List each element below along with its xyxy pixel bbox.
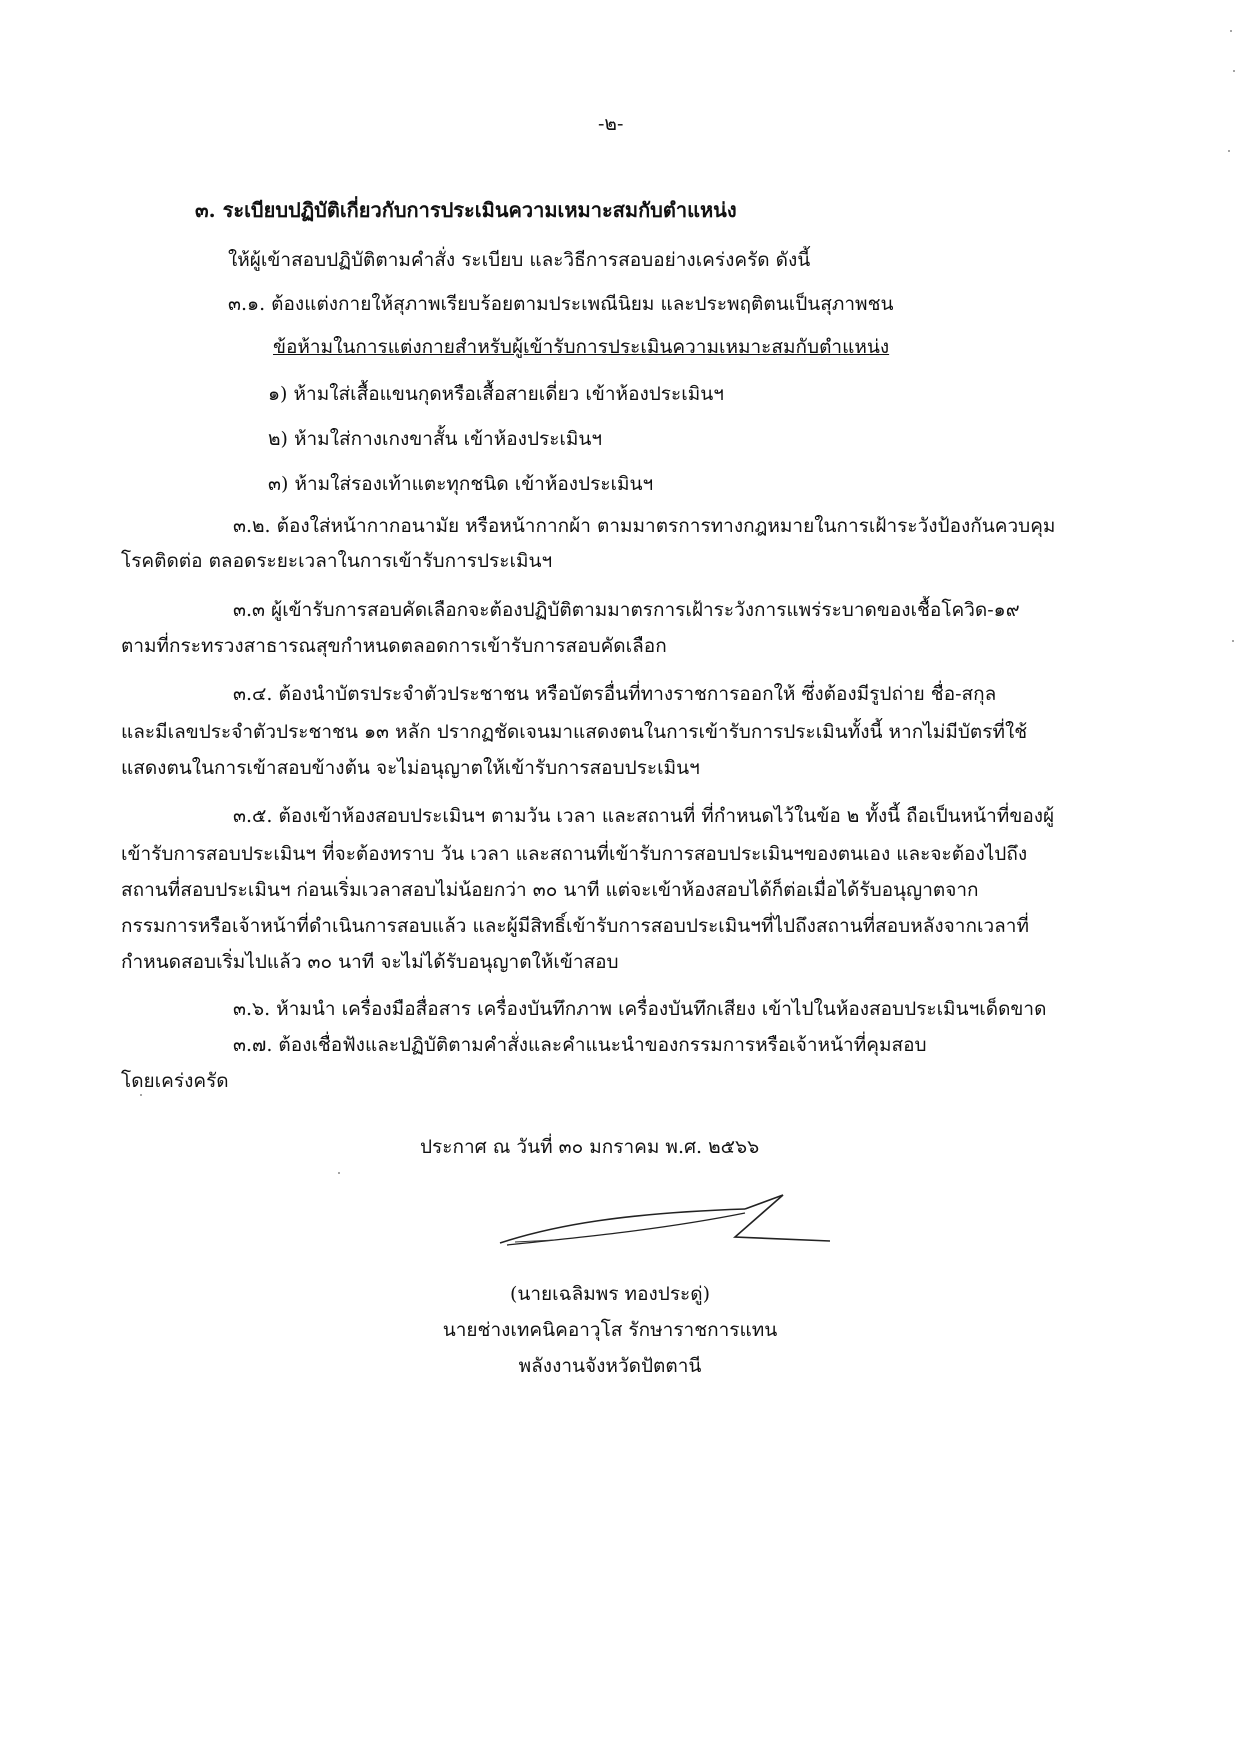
section-heading: ๓. ระเบียบปฏิบัติเกี่ยวกับการประเมินความเหมาะสมกับตำแหน่ง [195,198,737,222]
item-3-4-line: ๓.๔. ต้องนำบัตรประจำตัวประชาชน หรือบัตรอื่นที่ทางราชการออกให้ ซึ่งต้องมีรูปถ่าย ชื่อ-สกุล [233,683,997,705]
prohibition-item: ๑) ห้ามใส่เสื้อแขนกุดหรือเสื้อสายเดี่ยว เข้าห้องประเมินฯ [268,383,724,405]
signer-office: พลังงานจังหวัดปัตตานี [518,1355,702,1377]
prohibition-title: ข้อห้ามในการแต่งกายสำหรับผู้เข้ารับการประเมินความเหมาะสมกับตำแหน่ง [273,336,890,358]
item-3-7-line: ๓.๗. ต้องเชื่อฟังและปฏิบัติตามคำสั่งและคำแนะนำของกรรมการหรือเจ้าหน้าที่คุมสอบ [233,1034,927,1056]
item-3-4-line: และมีเลขประจำตัวประชาชน ๑๓ หลัก ปรากฏชัดเจนมาแสดงตนในการเข้ารับการประเมินทั้งนี้ หากไม่มีบัตรที่ใช้ [121,721,1028,743]
scan-speck [1232,640,1234,642]
item-3-5-line: สถานที่สอบประเมินฯ ก่อนเริ่มเวลาสอบไม่น้อยกว่า ๓๐ นาที แต่จะเข้าห้องสอบได้ก็ต่อเมื่อได้รับอนุญาตจาก [121,879,979,901]
scan-speck [1233,70,1235,72]
item-3-3-line: ตามที่กระทรวงสาธารณสุขกำหนดตลอดการเข้ารับการสอบคัดเลือก [121,635,667,657]
item-3-3-line: ๓.๓ ผู้เข้ารับการสอบคัดเลือกจะต้องปฏิบัติตามมาตรการเฝ้าระวังการแพร่ระบาดของเชื้อโควิด-๑๙ [233,599,1020,621]
announcement-date: ประกาศ ณ วันที่ ๓๐ มกราคม พ.ศ. ๒๕๖๖ [420,1136,760,1158]
item-3-5-line: เข้ารับการสอบประเมินฯ ที่จะต้องทราบ วัน เวลา และสถานที่เข้ารับการสอบประเมินฯของตนเอง และจะต้องไปถึง [121,843,1028,865]
item-3-1: ๓.๑. ต้องแต่งกายให้สุภาพเรียบร้อยตามประเพณีนิยม และประพฤติตนเป็นสุภาพชน [228,293,894,315]
item-3-2-line: ๓.๒. ต้องใส่หน้ากากอนามัย หรือหน้ากากผ้า ตามมาตรการทางกฎหมายในการเฝ้าระวังป้องกันควบคุม [233,515,1056,537]
signer-name: (นายเฉลิมพร ทองประดู่) [509,1283,710,1305]
signer-position: นายช่างเทคนิคอาวุโส รักษาราชการแทน [442,1319,778,1341]
section-intro: ให้ผู้เข้าสอบปฏิบัติตามคำสั่ง ระเบียบ และวิธีการสอบอย่างเคร่งครัด ดังนี้ [228,249,811,271]
item-3-4-line: แสดงตนในการเข้าสอบข้างต้น จะไม่อนุญาตให้เข้ารับการสอบประเมินฯ [121,757,700,779]
scan-speck [338,1172,340,1174]
item-3-7-line: โดยเคร่งครัด [121,1070,229,1092]
scan-speck [1230,30,1232,32]
page-number: -๒- [598,113,624,135]
item-3-5-line: ๓.๕. ต้องเข้าห้องสอบประเมินฯ ตามวัน เวลา และสถานที่ ที่กำหนดไว้ในข้อ ๒ ทั้งนี้ ถือเป็นหน้าที่ของผู้ [233,805,1055,827]
item-3-5-line: กรรมการหรือเจ้าหน้าที่ดำเนินการสอบแล้ว และผู้มีสิทธิ์เข้ารับการสอบประเมินฯที่ไปถึงสถานที่สอบหลังจากเวลาที่ [121,915,1029,937]
item-3-6: ๓.๖. ห้ามนำ เครื่องมือสื่อสาร เครื่องบันทึกภาพ เครื่องบันทึกเสียง เข้าไปในห้องสอบประเมินฯเด็ดขาด [233,998,1047,1020]
item-3-5-line: กำหนดสอบเริ่มไปแล้ว ๓๐ นาที จะไม่ได้รับอนุญาตให้เข้าสอบ [121,951,619,973]
item-3-2-line: โรคติดต่อ ตลอดระยะเวลาในการเข้ารับการประเมินฯ [121,550,553,572]
prohibition-item: ๓) ห้ามใส่รองเท้าแตะทุกชนิด เข้าห้องประเมินฯ [268,473,654,495]
scan-speck [140,1094,142,1096]
scan-speck [1228,150,1230,152]
prohibition-item: ๒) ห้ามใส่กางเกงขาสั้น เข้าห้องประเมินฯ [268,428,603,450]
signature-mark [495,1185,840,1265]
